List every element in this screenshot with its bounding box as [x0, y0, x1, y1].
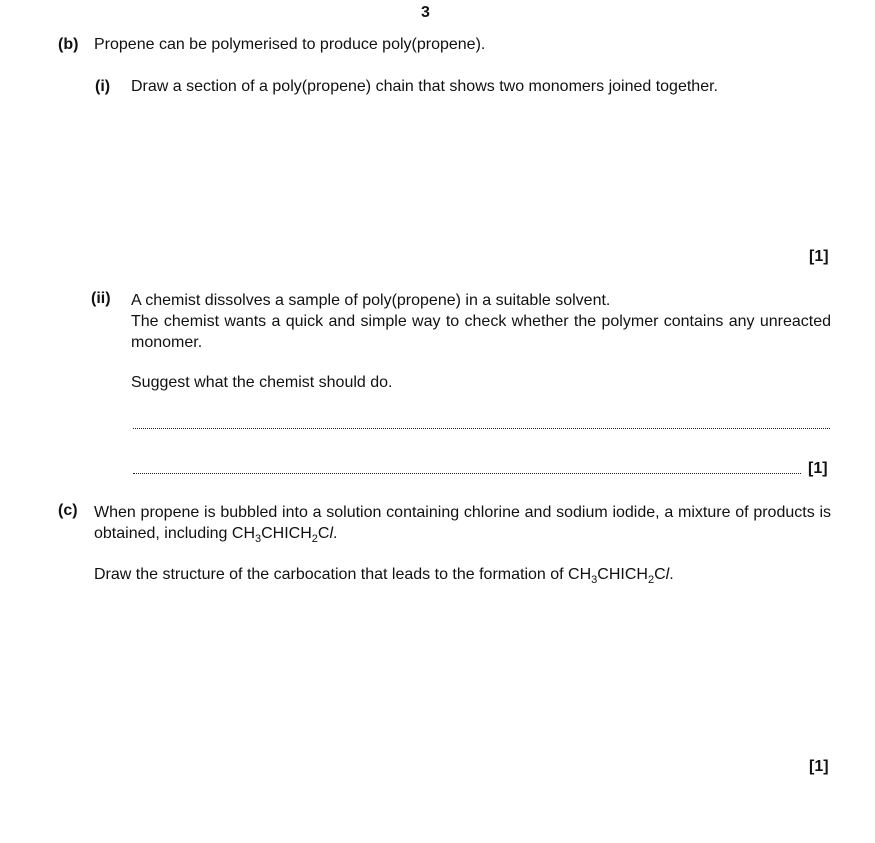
part-b-ii-line1: A chemist dissolves a sample of poly(propene) in a suitable solvent. — [131, 292, 611, 309]
answer-space-b-i[interactable] — [131, 96, 831, 236]
marks-b-i: [1] — [809, 248, 829, 265]
marks-b-ii: [1] — [808, 460, 828, 477]
part-c-text-start: When propene is bubbled into a solution containing chlorine and sodium iodide, a mixture of products is obtained, including — [94, 504, 831, 542]
part-b-ii-label: (ii) — [91, 290, 111, 307]
part-b-ii-line2: The chemist wants a quick and simple way to check whether the polymer contains any unreacted monomer. — [131, 313, 831, 351]
part-b-text: Propene can be polymerised to produce poly(propene). — [94, 36, 486, 53]
part-b-label: (b) — [58, 36, 79, 53]
marks-c: [1] — [809, 758, 829, 775]
part-c-question-start: Draw the structure of the carbocation that leads to the formation of — [94, 566, 569, 583]
answer-line-2[interactable] — [133, 473, 801, 474]
part-b-i-label: (i) — [95, 78, 111, 95]
part-b-ii-prompt: Suggest what the chemist should do. — [131, 374, 393, 391]
part-c-text — [94, 502, 831, 546]
part-b-i-text: Draw a section of a poly(propene) chain that shows two monomers joined together. — [131, 78, 718, 95]
formula-ch3chich2cl-2: $CH_3CHICH_2Cl$. — [568, 566, 674, 586]
page-number: 3 — [421, 4, 430, 21]
answer-line-1[interactable] — [133, 428, 830, 429]
formula-ch3chich2cl: $CH_3CHICH_2Cl$. — [231, 525, 338, 545]
part-c-label: (c) — [58, 502, 78, 519]
part-c-question — [94, 566, 674, 584]
answer-space-c[interactable] — [94, 600, 831, 750]
